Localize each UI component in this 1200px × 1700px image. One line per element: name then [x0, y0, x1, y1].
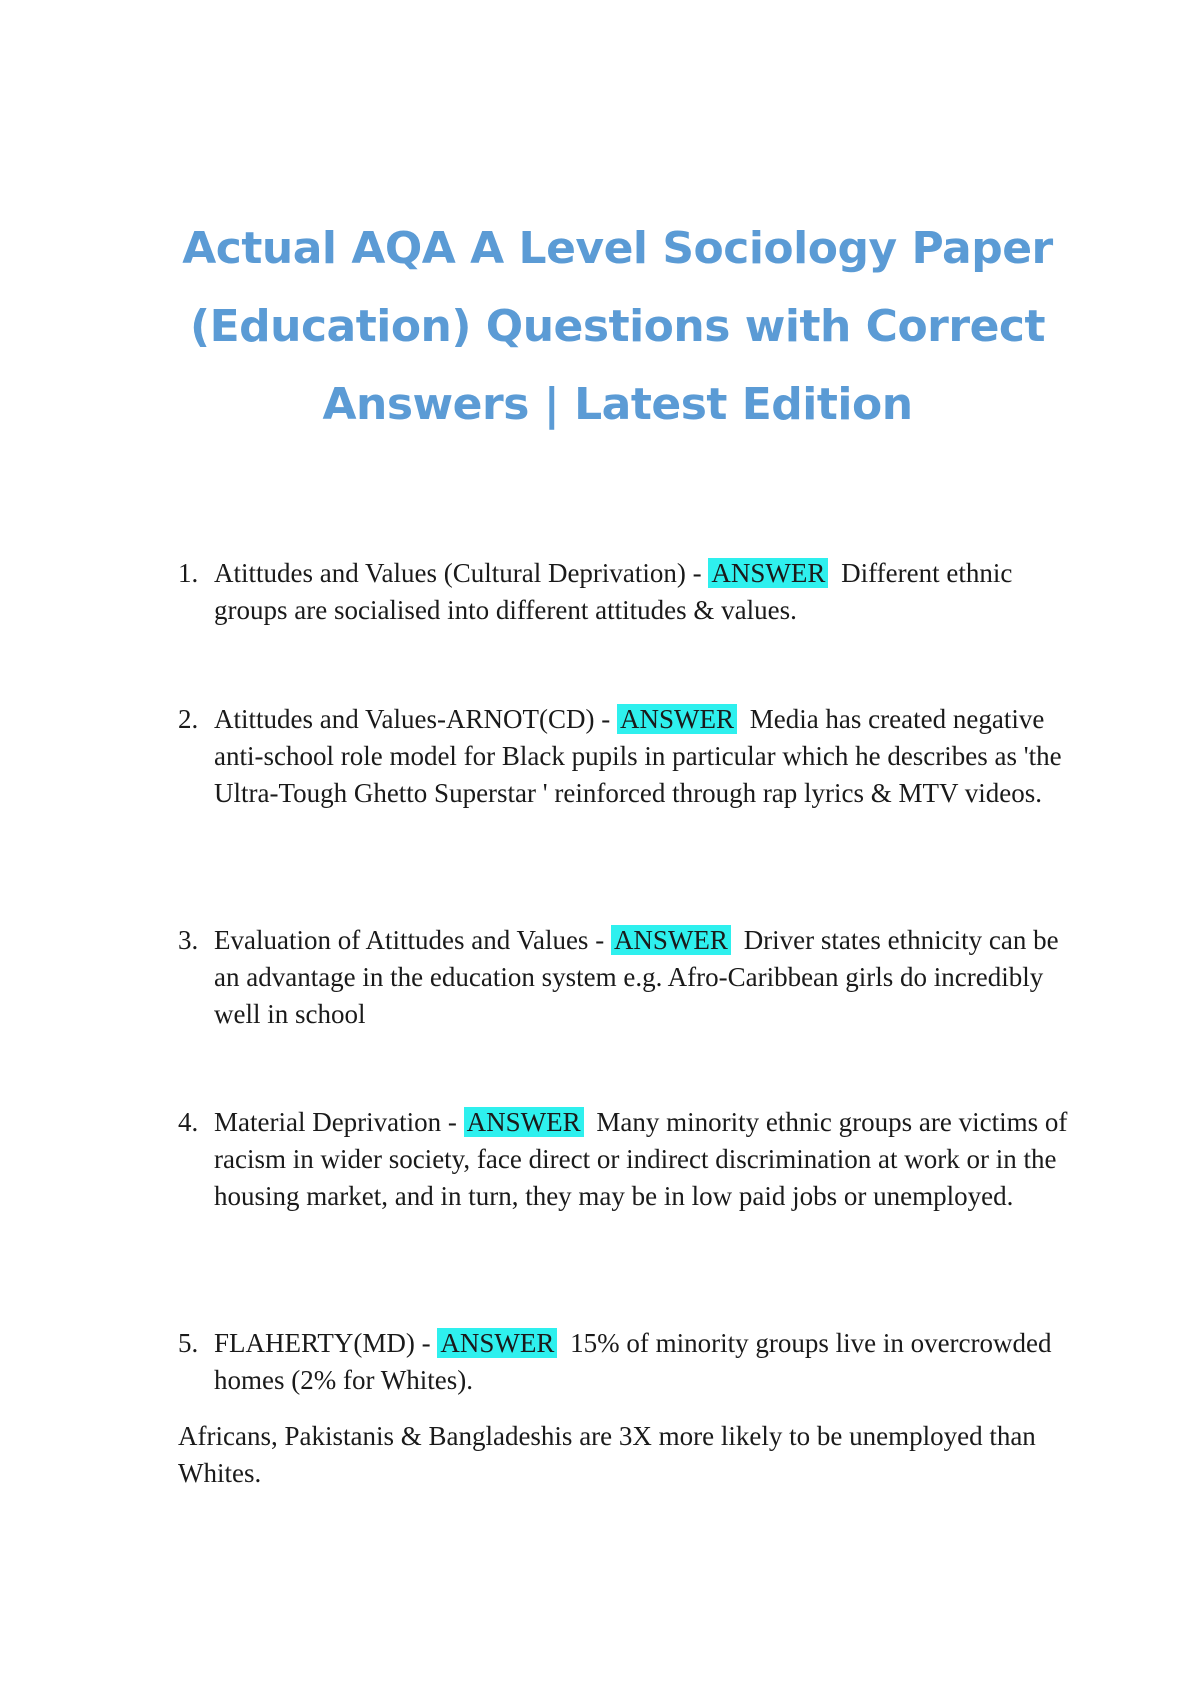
- question-text: Evaluation of Atittudes and Values -: [214, 925, 605, 955]
- item-text: [214, 922, 1068, 1033]
- item-text: [214, 701, 1068, 812]
- qa-item: [178, 1325, 1068, 1399]
- answer-highlight: ANSWER: [464, 1107, 584, 1137]
- qa-item: [178, 922, 1068, 1033]
- item-text: [214, 1104, 1068, 1215]
- item-number: 3.: [178, 925, 199, 955]
- question-text: Atittudes and Values-ARNOT(CD) -: [214, 704, 611, 734]
- item-text: [214, 555, 1068, 629]
- answer-text: Many minority ethnic groups are victims of racism in wider society, face direct or indirect discrimination at work or in the housing market, and in turn, they may be in low paid jobs or unemployed.: [214, 1107, 1068, 1211]
- title-line: (Education) Questions with Correct: [189, 301, 1046, 352]
- item-text: [214, 1325, 1068, 1399]
- answer-highlight: ANSWER: [437, 1328, 557, 1358]
- answer-highlight: ANSWER: [611, 925, 731, 955]
- item-number: 4.: [178, 1107, 199, 1137]
- trailing-paragraph: Africans, Pakistanis & Bangladeshis are 3X more likely to be unemployed than Whites.: [178, 1421, 1036, 1488]
- answer-text: Driver states ethnicity can be an advantage in the education system e.g. Afro-Caribbean girls do incredibly well in school: [214, 925, 1059, 1029]
- document-title: [150, 210, 1085, 444]
- answer-highlight: ANSWER: [708, 558, 828, 588]
- item-number: 1.: [178, 558, 199, 588]
- title-line: Answers | Latest Edition: [322, 379, 913, 430]
- qa-item: [178, 701, 1068, 812]
- qa-item: [178, 1104, 1068, 1215]
- qa-item: [178, 555, 1068, 629]
- answer-text: 15% of minority groups live in overcrowded homes (2% for Whites).: [214, 1328, 1052, 1395]
- answer-highlight: ANSWER: [617, 704, 737, 734]
- answer-text: Media has created negative anti-school role model for Black pupils in particular which he describes as 'the Ultra-Tough Ghetto Superstar ' reinforced through rap lyrics & MTV videos.: [214, 704, 1062, 808]
- item-number: 2.: [178, 704, 199, 734]
- answer-text: Different ethnic groups are socialised into different attitudes & values.: [214, 558, 1013, 625]
- question-text: Material Deprivation -: [214, 1107, 457, 1137]
- item-number: 5.: [178, 1328, 199, 1358]
- question-text: Atittudes and Values (Cultural Deprivation) -: [214, 558, 702, 588]
- title-line: Actual AQA A Level Sociology Paper: [182, 223, 1053, 274]
- question-text: FLAHERTY(MD) -: [214, 1328, 431, 1358]
